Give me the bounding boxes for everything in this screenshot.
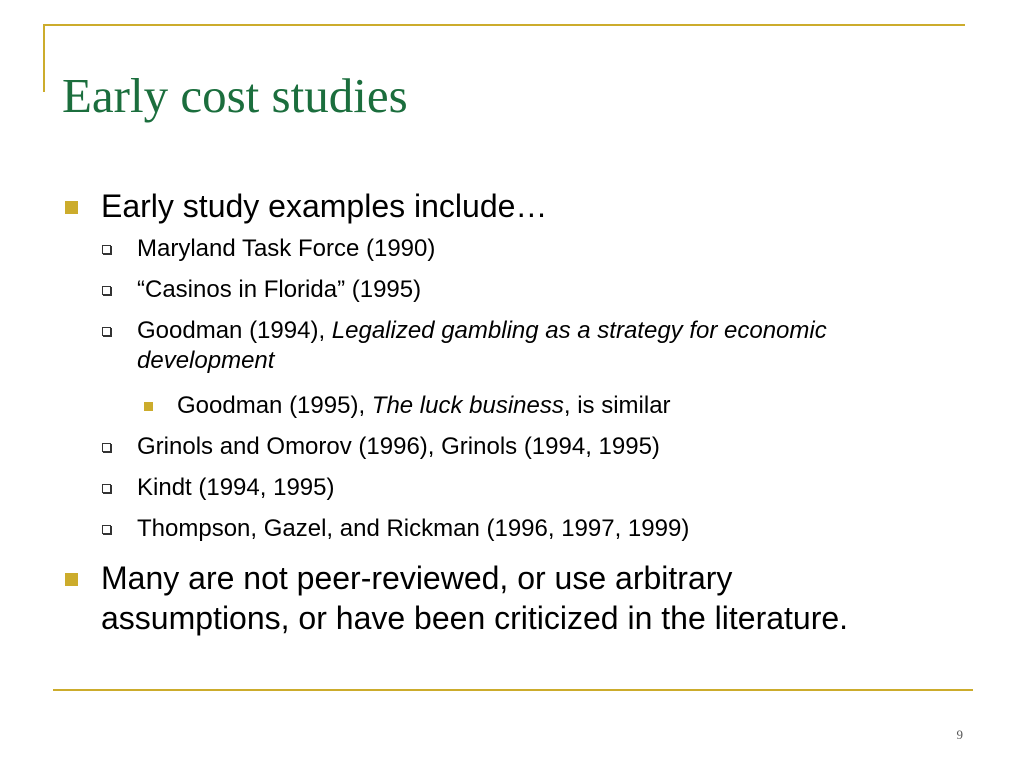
hollow-square-bullet-icon [102, 327, 111, 336]
bullet-early-study-examples [101, 186, 881, 226]
subbullet-kindt [137, 473, 927, 503]
hollow-square-bullet-icon [102, 286, 111, 295]
square-bullet-icon [65, 201, 78, 214]
subbullet-text: Goodman (1994), [137, 317, 332, 344]
bullet-text: Early study examples include… [101, 188, 548, 224]
subbullet-grinols [137, 432, 927, 462]
hollow-square-bullet-icon [102, 525, 111, 534]
square-bullet-icon [144, 402, 153, 411]
subbullet-thompson-gazel-rickman [137, 514, 927, 544]
book-title: Legalized gambling as a strategy for economic development [137, 317, 827, 374]
hollow-square-bullet-icon [102, 443, 111, 452]
subbullet-goodman-1994 [137, 316, 917, 376]
subsubbullet-goodman-1995 [177, 391, 917, 421]
bullet-not-peer-reviewed [101, 558, 861, 638]
slide-title: Early cost studies [62, 68, 408, 123]
subbullet-maryland-task-force [137, 234, 927, 264]
subbullet-text: Grinols and Omorov (1996), Grinols (1994, 1995) [137, 433, 660, 460]
subsubbullet-tail: , is similar [563, 392, 671, 419]
hollow-square-bullet-icon [102, 484, 111, 493]
book-title: The luck business [371, 392, 564, 419]
bullet-text: Many are not peer-reviewed, or use arbitrary assumptions, or have been criticized in the literature. [101, 560, 849, 636]
page-number: 9 [956, 727, 963, 742]
subbullet-text: Maryland Task Force (1990) [137, 235, 436, 262]
subbullet-casinos-in-florida [137, 275, 927, 305]
subbullet-text: Thompson, Gazel, and Rickman (1996, 1997, 1999) [137, 515, 690, 542]
square-bullet-icon [65, 573, 78, 586]
subbullet-text: “Casinos in Florida” (1995) [137, 276, 422, 303]
subsubbullet-text: Goodman (1995), [177, 392, 372, 419]
hollow-square-bullet-icon [102, 245, 111, 254]
subbullet-text: Kindt (1994, 1995) [137, 474, 335, 501]
footer-divider [53, 689, 973, 691]
